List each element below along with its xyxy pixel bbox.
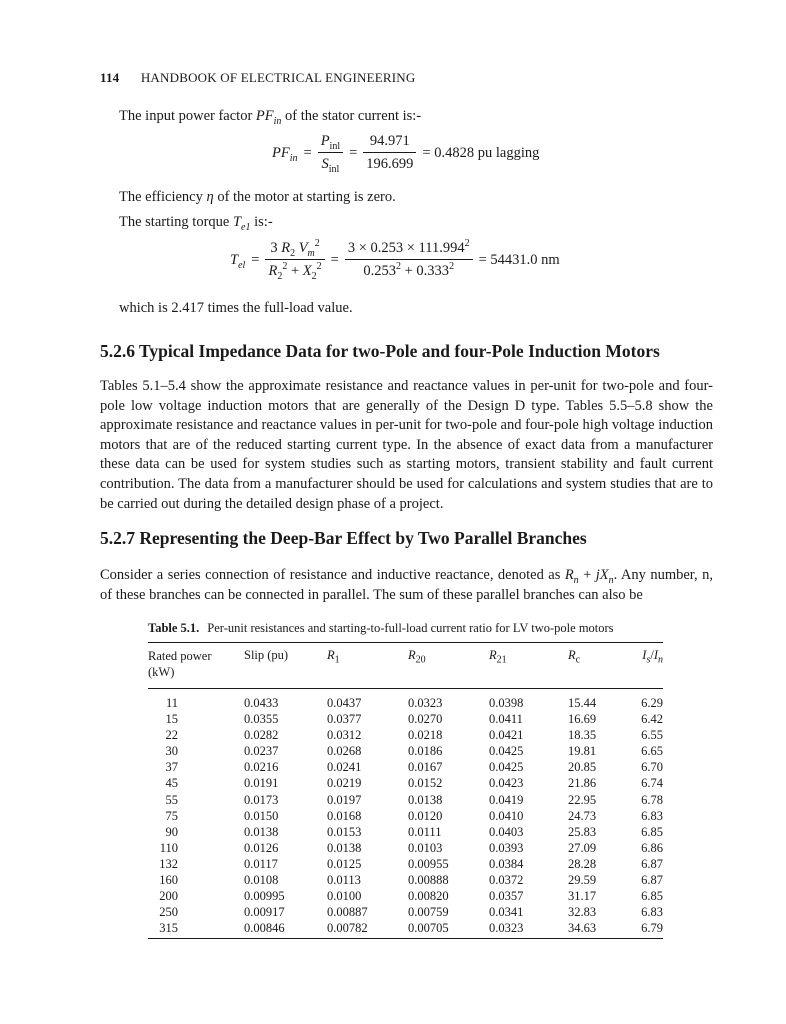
table-row [148,792,663,808]
full-load-line: which is 2.417 times the full-load value. [119,300,353,316]
table-cell: 0.0100 [327,889,362,904]
table-cell: 0.00955 [408,856,449,871]
p-over-s-fraction: $\frac{P_{inl}}{S_{inl}}$ [318,133,343,173]
table-cell: 6.70 [641,760,663,775]
table-cell: 6.87 [641,856,663,871]
table-cell: 0.0186 [408,744,443,759]
table-cell: 22 [165,728,178,743]
table-cell: 15 [165,712,178,727]
section-5-2-6-paragraph: Tables 5.1–5.4 show the approximate resistance and reactance values in per-unit for two-pole and four-pole low voltage induction motors that are generally of the Design D type. Tables 5.5–5.8 show the approximate resistance and reactance values in per-unit for two-pole and four-pole high voltage induction motors that are of the reduced starting current type. In the absence of exact data from a manufacturer these data can be used for system studies such as starting motors, transient stability and fault current contribution. The data from a manufacturer should be used for calculations and system studies that are to be carried out during the detailed design phase of a project. [100,378,713,512]
table-cell: 0.0403 [489,824,524,839]
table-cell: 0.0150 [244,808,279,823]
section-5-2-6-heading: 5.2.6 Typical Impedance Data for two-Pole and four-Pole Induction Motors [100,341,660,361]
table-bottom-rule [148,938,663,939]
column-header-power: Rated power (kW) [148,649,212,679]
table-cell: 75 [165,808,178,823]
power-factor-equation: $PF_{in}$ = $\frac{P_{inl}}{S_{inl}}$ = $\frac{94.971}{196.699}$ = 0.4828 pu lagging [272,133,540,175]
table-cell: 0.0323 [408,696,443,710]
table-cell: 0.0421 [489,728,524,743]
torque-symbolic-fraction: $\frac{3 R_2 V_m^2}{R_2^2 + X_2^2}$ [265,240,324,280]
table-cell: 0.0270 [408,712,443,727]
table-cell: 25.83 [568,824,597,839]
numeric-fraction: $\frac{94.971}{196.699}$ [363,133,416,173]
table-cell: 0.0282 [244,728,279,743]
table-cell: 6.85 [641,889,663,904]
table-cell: 27.09 [568,840,597,855]
table-row [148,920,663,936]
torque-numeric-fraction: $\frac{3 \times 0.253 \times 111.994^2}{0.253^2 + 0.333^2}$ [345,240,473,280]
table-cell: 0.0268 [327,744,362,759]
page-number: 114 [100,70,120,85]
table-cell: 0.0120 [408,808,443,823]
table-cell: 90 [165,824,178,839]
table-cell: 0.0425 [489,744,524,759]
table-row [148,856,663,872]
table-cell: 32.83 [568,905,597,920]
table-row [148,904,663,920]
table-cell: 55 [165,792,178,807]
table-cell: 6.85 [641,824,663,839]
table-cell: 0.0437 [327,696,362,710]
running-header [100,70,415,86]
table-cell: 0.0126 [244,840,279,855]
table-cell: 6.42 [641,712,663,727]
table-cell: 28.28 [568,856,597,871]
table-cell: 18.35 [568,728,597,743]
table-cell: 0.0410 [489,808,524,823]
table-cell: 0.00888 [408,873,449,888]
column-header-r1: $R_1$ [327,648,340,666]
table-cell: 6.86 [641,840,663,855]
table-cell: 6.87 [641,873,663,888]
table-cell: 0.0153 [327,824,362,839]
table-cell: 0.0241 [327,760,362,775]
table-cell: 0.0372 [489,873,524,888]
table-cell: 0.0167 [408,760,443,775]
column-header-rc: $R_c$ [568,648,581,666]
table-cell: 15.44 [568,696,597,710]
table-cell: 0.0138 [408,792,443,807]
table-cell: 0.0425 [489,760,524,775]
table-cell: 6.74 [641,776,663,791]
table-cell: 0.0111 [408,824,442,839]
table-cell: 45 [165,776,178,791]
table-cell: 0.0117 [244,856,278,871]
table-cell: 19.81 [568,744,597,759]
table-cell: 250 [159,905,178,920]
pf-intro-line: The input power factor $PF_{in}$ of the stator current is:- [119,108,422,127]
torque-intro-line: The starting torque $T_{e1}$ is:- [119,214,273,233]
table-cell: 0.00820 [408,889,449,904]
table-cell: 31.17 [568,889,597,904]
table-cell: 0.0219 [327,776,362,791]
table-row [148,872,663,888]
table-cell: 37 [165,760,178,775]
table-cell: 0.0108 [244,873,279,888]
table-cell: 0.0113 [327,873,361,888]
section-5-2-7-paragraph: Consider a series connection of resistance and inductive reactance, denoted as $R_n + jX_n$. Any number, n, of these branches can be connected in parallel. The sum of these parallel branches can also be [100,567,713,603]
pf-result: = 0.4828 pu lagging [422,144,540,161]
table-cell: 29.59 [568,873,597,888]
table-caption: Table 5.1. Per-unit resistances and starting-to-full-load current ratio for LV two-pole motors [148,621,614,635]
table-row [148,824,663,840]
table-cell: 0.0152 [408,776,443,791]
table-cell: 0.00846 [244,921,285,936]
table-cell: 0.0323 [489,921,524,936]
table-cell: 160 [159,873,178,888]
efficiency-line: The efficiency η of the motor at starting is zero. [119,189,396,205]
section-5-2-7-heading: 5.2.7 Representing the Deep-Bar Effect by Two Parallel Branches [100,528,587,548]
table-cell: 0.0312 [327,728,362,743]
table-cell: 0.00782 [327,921,368,936]
table-cell: 0.0398 [489,696,524,710]
table-cell: 0.0393 [489,840,524,855]
table-row [148,840,663,856]
table-cell: 0.0411 [489,712,523,727]
table-cell: 16.69 [568,712,597,727]
table-row [148,689,663,712]
table-cell: 315 [159,921,178,936]
table-cell: 0.00917 [244,905,285,920]
table-cell: 0.0168 [327,808,362,823]
table-cell: 0.0237 [244,744,279,759]
table-cell: 0.00887 [327,905,368,920]
table-cell: 0.0138 [244,824,279,839]
table-row [148,711,663,727]
table-cell: 0.0103 [408,840,443,855]
table-cell: 6.55 [641,728,663,743]
torque-result: = 54431.0 nm [478,251,560,268]
column-header-current-ratio: $I_s/I_n$ [642,648,663,666]
table-cell: 0.0125 [327,856,362,871]
column-header-r21: $R_{21}$ [489,648,507,666]
table-row [148,888,663,904]
table-cell: 21.86 [568,776,597,791]
torque-equation: $T_{el}$ = $\frac{3 R_2 V_m^2}{R_2^2 + X_2^2}$ = $\frac{3 \times 0.253 \times 111.994^2}{0.253^2 + 0.333^2}$ = 54431.0 nm [230,238,560,282]
table-cell: 110 [159,840,178,855]
table-cell: 6.83 [641,808,663,823]
table-cell: 6.83 [641,905,663,920]
table-row [148,775,663,791]
table-row [148,759,663,775]
table-cell: 30 [165,744,178,759]
table-cell: 0.0191 [244,776,279,791]
table-cell: 0.0218 [408,728,443,743]
table-cell: 132 [159,856,178,871]
table-cell: 0.0419 [489,792,524,807]
table-cell: 0.0341 [489,905,524,920]
table-cell: 0.0384 [489,856,524,871]
table-cell: 0.0355 [244,712,279,727]
table-cell: 6.79 [641,921,663,936]
table-cell: 0.0377 [327,712,362,727]
table-cell: 200 [159,889,178,904]
table-row [148,727,663,743]
table-row [148,808,663,824]
table-cell: 0.0433 [244,696,279,710]
table-cell: 20.85 [568,760,597,775]
table-cell: 6.29 [641,696,663,710]
table-row [148,743,663,759]
table-cell: 0.0197 [327,792,362,807]
table-cell: 22.95 [568,792,597,807]
table-cell: 11 [165,696,178,710]
table-cell: 0.00705 [408,921,449,936]
table-cell: 0.00759 [408,905,449,920]
table-cell: 24.73 [568,808,597,823]
table-cell: 34.63 [568,921,597,936]
pf-symbol: $PF_{in}$ [255,108,282,127]
table-cell: 0.0357 [489,889,524,904]
column-header-slip: Slip (pu) [244,648,289,662]
table-cell: 6.78 [641,792,663,807]
table-cell: 0.0423 [489,776,524,791]
table-cell: 0.00995 [244,889,285,904]
data-table [148,642,663,936]
table-cell: 0.0173 [244,792,279,807]
running-title: HANDBOOK OF ELECTRICAL ENGINEERING [140,70,416,85]
table-cell: 0.0138 [327,840,362,855]
column-header-r20: $R_{20}$ [408,648,426,666]
table-5-1 [148,621,663,939]
table-cell: 0.0216 [244,760,279,775]
table-cell: 6.65 [641,744,663,759]
